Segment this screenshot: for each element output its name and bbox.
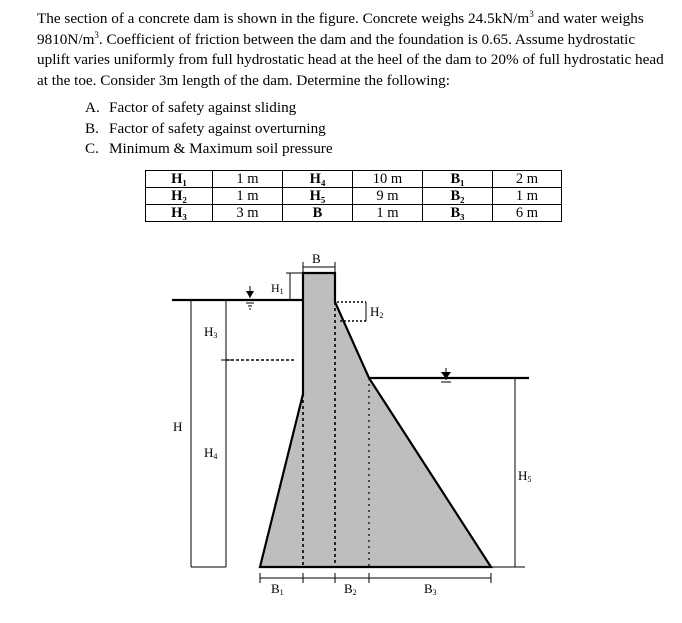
table-cell: 1 m — [213, 188, 283, 205]
table-cell: B — [283, 205, 353, 222]
label-B: B — [312, 251, 321, 266]
question-item: C. Minimum & Maximum soil pressure — [85, 140, 333, 157]
water-level-icon — [246, 286, 254, 309]
table-cell: H₄ — [283, 171, 353, 188]
table-cell: 1 m — [493, 188, 562, 205]
label-H1: H1 — [271, 281, 284, 296]
table-cell: 1 m — [353, 205, 423, 222]
question-item: B. Factor of safety against overturning — [85, 119, 326, 137]
table-cell: 10 m — [353, 171, 423, 188]
table-cell: B₃ — [423, 205, 493, 222]
table-cell: B₂ — [423, 188, 493, 205]
label-H2: H2 — [370, 304, 384, 320]
label-B3: B3 — [424, 581, 437, 597]
water-level-icon — [441, 368, 451, 382]
problem-statement: The section of a concrete dam is shown in the figure. Concrete weighs $24.5kN/m^3$ and water weighs $9810N/m^3$. Coefficient of friction between the dam and the foundation is 0.65. Assume hydrostatic uplift varies uniformly from full hydrostatic head at the heel of the dam to 20% of full hydrostatic head at the toe. Consider 3m length of the dam. Determine the following: — [37, 9, 664, 89]
label-B2: B2 — [344, 581, 357, 597]
table-cell: 3 m — [213, 205, 283, 222]
table-cell: H₅ — [283, 188, 353, 205]
table-cell: 1 m — [213, 171, 283, 188]
table-cell: 6 m — [493, 205, 562, 222]
label-H3: H3 — [204, 324, 218, 340]
table-cell: 2 m — [493, 171, 562, 188]
table-cell: H₁ — [146, 171, 213, 188]
question-item: A. Factor of safety against sliding — [85, 99, 297, 116]
table-cell: H₃ — [146, 205, 213, 222]
label-H5: H5 — [518, 468, 532, 484]
label-B1: B1 — [271, 581, 284, 597]
table-cell: 9 m — [353, 188, 423, 205]
table-cell: H₂ — [146, 188, 213, 205]
label-H4: H4 — [204, 445, 218, 461]
label-H: H — [173, 419, 183, 434]
table-cell: B₁ — [423, 171, 493, 188]
